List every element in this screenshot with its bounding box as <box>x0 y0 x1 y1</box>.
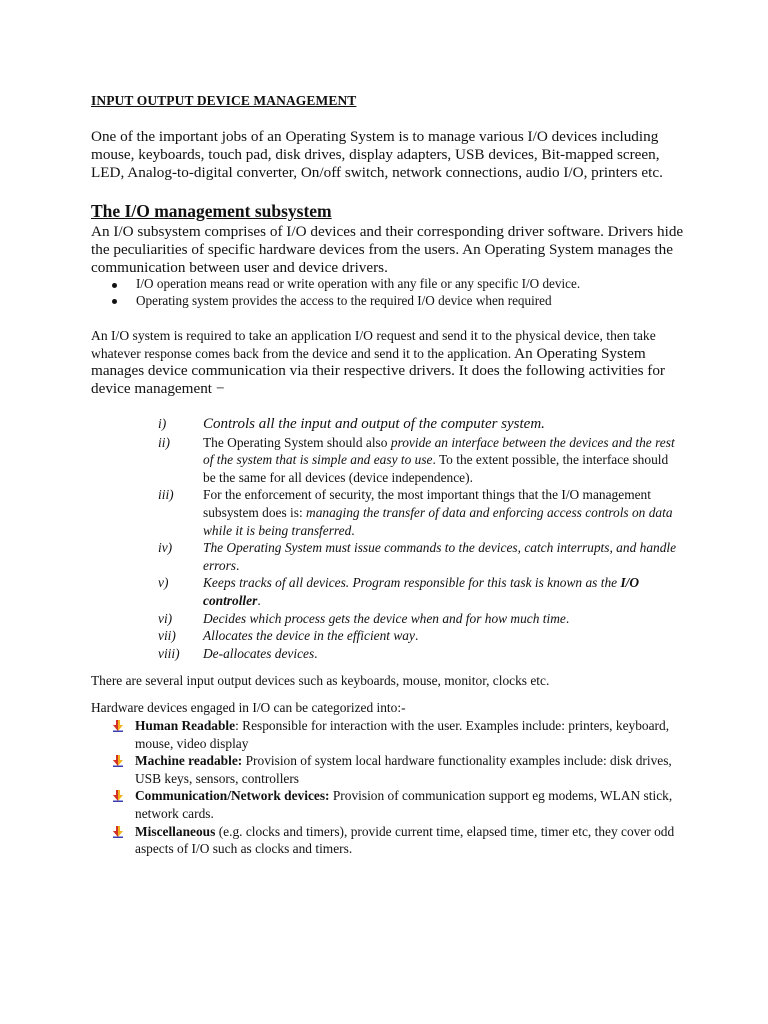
bullet-icon <box>112 299 117 304</box>
category-label: Miscellaneous <box>135 823 216 839</box>
hardware-intro: Hardware devices engaged in I/O can be categorized into:- <box>91 700 406 715</box>
arrow-bullet-icon <box>112 826 124 838</box>
list-number: ii) <box>158 434 170 450</box>
text-part: . To the extent possible, the interface should be the same for all devices (device independence). <box>203 452 669 485</box>
categories-list <box>112 717 682 858</box>
list-item <box>158 539 678 574</box>
arrow-bullet-icon <box>112 720 124 732</box>
category-text: Provision of system local hardware functionality examples include: disk drives, USB keys, sensors, controllers <box>135 753 672 786</box>
list-text <box>203 628 418 643</box>
devices-paragraph: There are several input output devices such as keyboards, mouse, monitor, clocks etc. <box>91 673 550 688</box>
text-part: . <box>236 557 240 573</box>
list-item <box>112 717 682 752</box>
io-system-text: An I/O system is required to take an application I/O request and send it to the physical device, then take whatever response comes back from the device and send it to the application. <box>91 328 656 361</box>
emphasis-text: managing the transfer of data and enforcing access controls on data while it is being transferred <box>203 504 673 538</box>
text-part: . <box>351 522 355 538</box>
arrow-bullet-icon <box>112 790 124 802</box>
list-number: v) <box>158 575 169 591</box>
list-text <box>203 575 639 608</box>
category-label: Machine readable: <box>135 753 243 769</box>
list-number: viii) <box>158 645 180 661</box>
emphasis-text: Allocates the device in the efficient way <box>203 628 415 644</box>
category-text: Provision of communication support eg modems, WLAN stick, network cards. <box>135 788 673 821</box>
io-system-paragraph <box>91 327 681 397</box>
emphasis-text: The Operating System must issue commands to the devices, catch interrupts, and handle errors <box>203 540 677 573</box>
subsystem-paragraph: An I/O subsystem comprises of I/O devices and their corresponding driver software. Drivers hide the peculiarities of specific hardware devices from the users. An Operating System manages the communication between user and device drivers. <box>91 223 684 277</box>
activities-list <box>158 415 678 662</box>
document-title: INPUT OUTPUT DEVICE MANAGEMENT <box>91 93 357 108</box>
list-item <box>112 293 712 310</box>
subsystem-heading: The I/O management subsystem <box>91 201 332 221</box>
bullet-icon <box>112 283 117 288</box>
text-part: . <box>565 610 570 626</box>
os-activities-text: An Operating System manages device communication via their respective drivers. It does the following activities for device management − <box>91 344 665 397</box>
list-text <box>203 435 675 485</box>
intro-paragraph: One of the important jobs of an Operating System is to manage various I/O devices including mouse, keyboards, touch pad, disk drives, display adapters, USB devices, Bit-mapped screen, LED, Analog-to-digital converter, On/off switch, network connections, audio I/O, printers etc. <box>91 128 663 182</box>
list-number: iii) <box>158 487 174 503</box>
text-part: For the enforcement of security, the most important things that the I/O management subsystem does is: <box>203 487 651 520</box>
bullet-text: Operating system provides the access to the required I/O device when required <box>136 292 552 308</box>
list-number: vi) <box>158 610 173 626</box>
list-item <box>158 486 678 539</box>
category-label: Communication/Network devices: <box>135 788 330 804</box>
list-text: Controls all the input and output of the computer system. <box>203 416 545 432</box>
list-item <box>158 610 678 628</box>
text-part: . <box>414 628 419 644</box>
category-text: (e.g. clocks and timers), provide current time, elapsed time, timer etc, they cover odd aspects of I/O such as clocks and timers. <box>135 823 675 857</box>
list-text <box>203 646 318 661</box>
list-item <box>158 415 678 434</box>
category-text: : Responsible for interaction with the user. Examples include: printers, keyboard, mouse, video display <box>135 718 670 751</box>
list-number: iv) <box>158 540 173 556</box>
list-number: i) <box>158 416 167 431</box>
text-part: . Program responsible for this task is known as the <box>345 575 621 591</box>
text-part: . <box>314 645 318 661</box>
list-item <box>158 645 678 663</box>
list-item <box>112 787 682 822</box>
emphasis-text: De-allocates devices <box>203 645 315 661</box>
list-item <box>158 627 678 645</box>
arrow-bullet-icon <box>112 755 124 767</box>
emphasis-text: Decides which process gets the device when and for how much time <box>203 610 566 626</box>
strong-text: I/O controller <box>203 575 640 608</box>
list-item <box>158 434 678 487</box>
list-item <box>158 574 678 609</box>
list-item <box>112 752 682 787</box>
subsystem-bullet-list <box>112 276 712 309</box>
list-item <box>112 276 712 293</box>
text-part: . <box>257 592 261 608</box>
category-label: Human Readable <box>135 718 236 733</box>
list-item <box>112 823 682 858</box>
list-text <box>203 540 676 573</box>
bullet-text: I/O operation means read or write operation with any file or any specific I/O device. <box>136 276 581 291</box>
text-part: The Operating System should also <box>203 434 391 450</box>
list-text <box>203 611 569 626</box>
list-number: vii) <box>158 628 176 644</box>
emphasis-text: provide an interface between the devices and the rest of the system that is simple and easy to use <box>203 434 675 468</box>
list-text <box>203 487 673 537</box>
emphasis-text: Keeps tracks of all devices <box>203 575 346 591</box>
